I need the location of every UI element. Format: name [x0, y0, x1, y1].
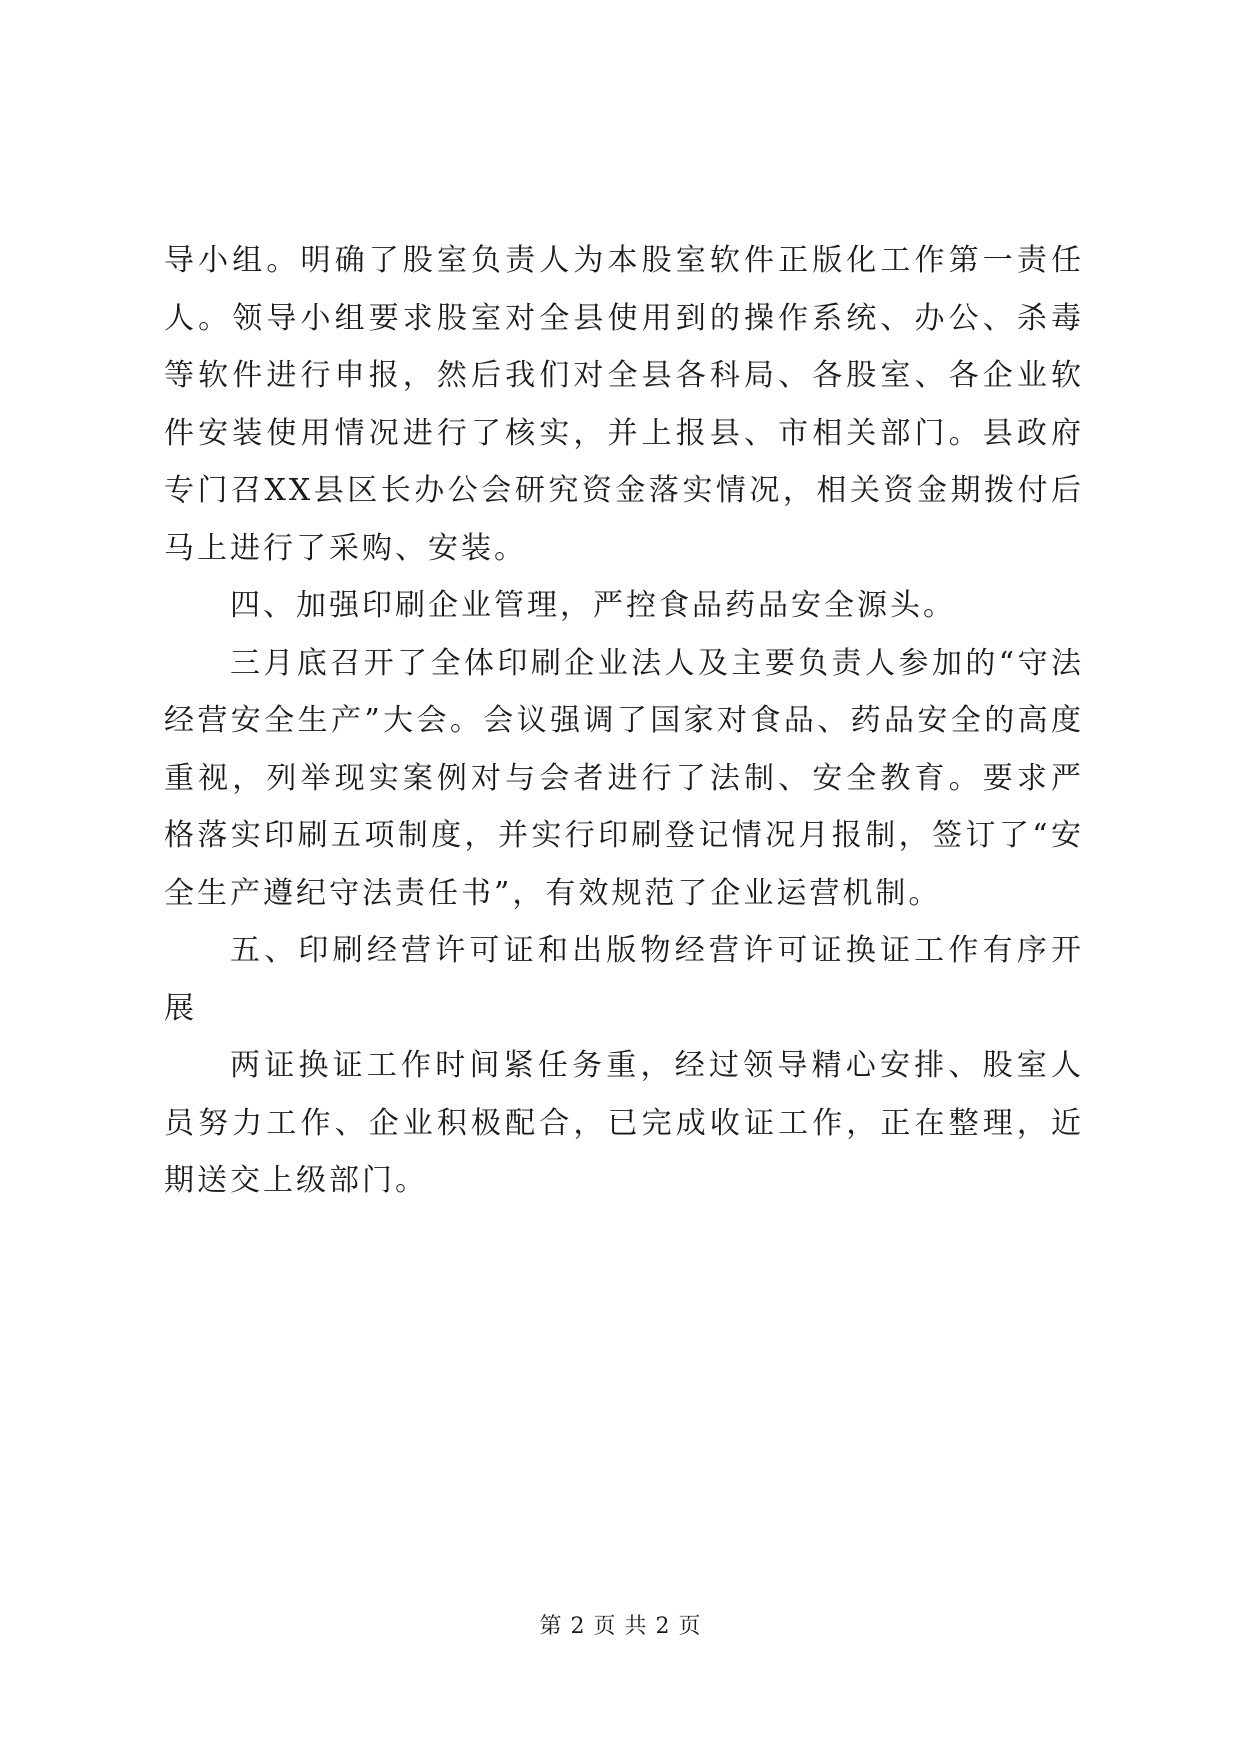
paragraph-meeting: 三月底召开了全体印刷企业法人及主要负责人参加的“守法经营安全生产”大会。会议强调了国家对食品、药品安全的高度重视，列举现实案例对与会者进行了法制、安全教育。要求严格落实印刷五项制度，并实行印刷登记情况月报制，签订了“安全生产遵纪守法责任书”，有效规范了企业运营机制。	[164, 645, 1084, 911]
paragraph-continuation: 导小组。明确了股室负责人为本股室软件正版化工作第一责任人。领导小组要求股室对全县使用到的操作系统、办公、杀毒等软件进行申报，然后我们对全县各科局、各股室、各企业软件安装使用情况进行了核实，并上报县、市相关部门。县政府专门召XX县区长办公会研究资金落实情况，相关资金期拨付后马上进行了采购、安装。	[164, 243, 1084, 566]
paragraph-license-renewal: 两证换证工作时间紧任务重，经过领导精心安排、股室人员努力工作、企业积极配合，已完成收证工作，正在整理，近期送交上级部门。	[164, 1048, 1084, 1198]
document-body	[164, 232, 1084, 1210]
section-heading-five: 五、印刷经营许可证和出版物经营许可证换证工作有序开展	[164, 933, 1084, 1026]
section-heading-four: 四、加强印刷企业管理，严控食品药品安全源头。	[230, 588, 956, 623]
page-number-footer: 第 2 页 共 2 页	[539, 1614, 702, 1639]
